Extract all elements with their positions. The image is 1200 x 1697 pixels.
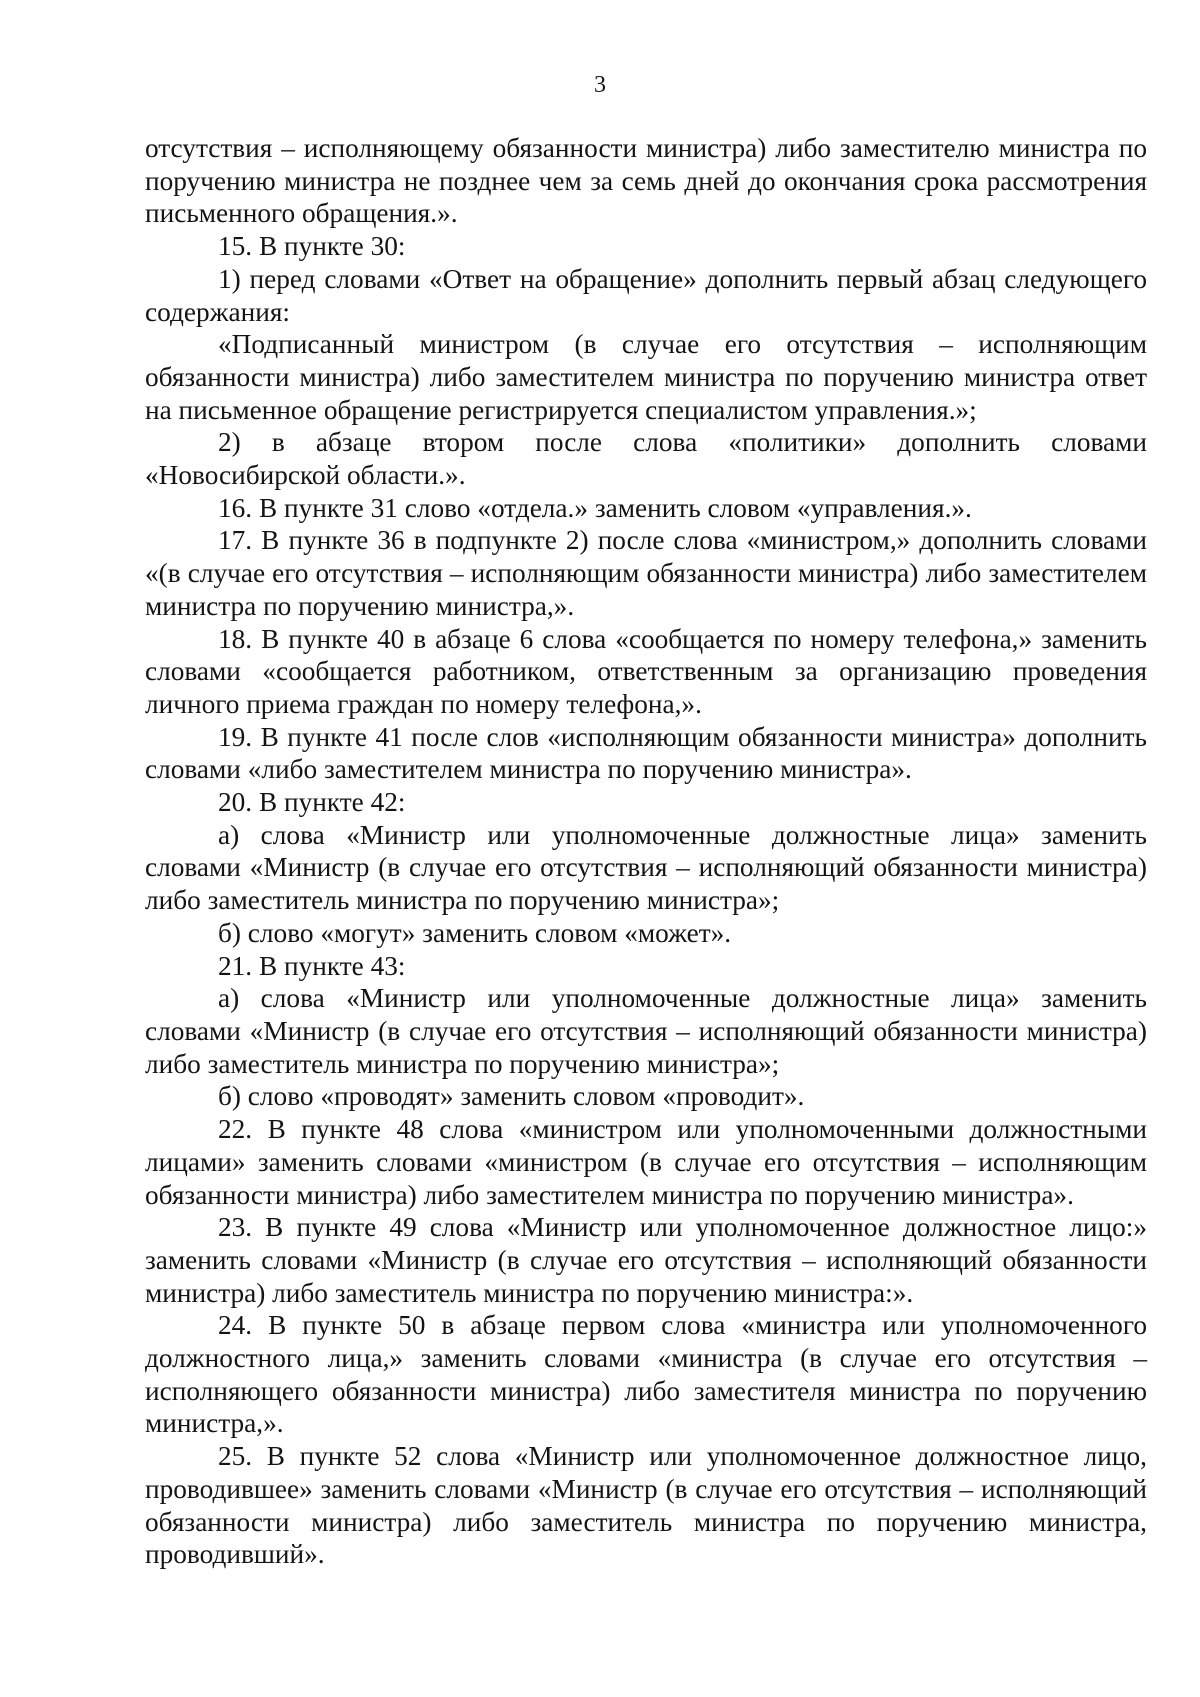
paragraph: б) слово «проводят» заменить словом «проводит». <box>218 1081 805 1112</box>
paragraph: 21. В пункте 43: <box>218 950 406 981</box>
document-body <box>145 132 1147 1571</box>
paragraph: б) слово «могут» заменить словом «может». <box>218 917 732 948</box>
paragraph: 20. В пункте 42: <box>218 787 406 818</box>
paragraph: 2) в абзаце втором после слова «политики» дополнить словами «Новосибирской области.». <box>145 427 1147 491</box>
paragraph: а) слова «Министр или уполномоченные должностные лица» заменить словами «Министр (в случае его отсутствия – исполняющий обязанности министра) либо заместитель министра по поручению министра»; <box>145 983 1147 1079</box>
paragraph: 25. В пункте 52 слова «Министр или уполномоченное должностное лицо, проводившее» заменить словами «Министр (в случае его отсутствия – исполняющий обязанности министра) либо заместитель министра по поручению министра, проводивший». <box>145 1441 1147 1570</box>
paragraph: «Подписанный министром (в случае его отсутствия – исполняющим обязанности министра) либо заместителем министра по поручению министра ответ на письменное обращение регистрируется специалистом управления.»; <box>145 329 1147 425</box>
paragraph: а) слова «Министр или уполномоченные должностные лица» заменить словами «Министр (в случае его отсутствия – исполняющий обязанности министра) либо заместитель министра по поручению министра»; <box>145 819 1147 916</box>
paragraph: 16. В пункте 31 слово «отдела.» заменить словом «управления.». <box>218 492 972 523</box>
paragraph: 17. В пункте 36 в подпункте 2) после слова «министром,» дополнить словами «(в случае его отсутствия – исполняющим обязанности министра) либо заместителем министра по поручению министра,». <box>145 525 1147 621</box>
paragraph: 22. В пункте 48 слова «министром или уполномоченными должностными лицами» заменить словами «министром (в случае его отсутствия – исполняющим обязанности министра) либо заместителем министра по поручению министра». <box>145 1114 1147 1210</box>
paragraph: 23. В пункте 49 слова «Министр или уполномоченное должностное лицо:» заменить словами «Министр (в случае его отсутствия – исполняющий обязанности министра) либо заместитель министра по поручению министра:». <box>145 1212 1147 1308</box>
paragraph: 24. В пункте 50 в абзаце первом слова «министра или уполномоченного должностного лица,» заменить словами «министра (в случае его отсутствия – исполняющего обязанности министра) либо заместителя министра по поручению министра,». <box>145 1310 1147 1439</box>
page-number: 3 <box>594 72 606 98</box>
paragraph: 19. В пункте 41 после слов «исполняющим обязанности министра» дополнить словами «либо заместителем министра по поручению министра». <box>145 721 1147 785</box>
paragraph: отсутствия – исполняющему обязанности министра) либо заместителю министра по поручению министра не позднее чем за семь дней до окончания срока рассмотрения письменного обращения.». <box>145 133 1147 229</box>
paragraph: 18. В пункте 40 в абзаце 6 слова «сообщается по номеру телефона,» заменить словами «сообщается работником, ответственным за организацию проведения личного приема граждан по номеру телефона,». <box>145 623 1147 719</box>
paragraph: 15. В пункте 30: <box>218 231 406 262</box>
paragraph: 1) перед словами «Ответ на обращение» дополнить первый абзац следующего содержания: <box>145 263 1147 327</box>
